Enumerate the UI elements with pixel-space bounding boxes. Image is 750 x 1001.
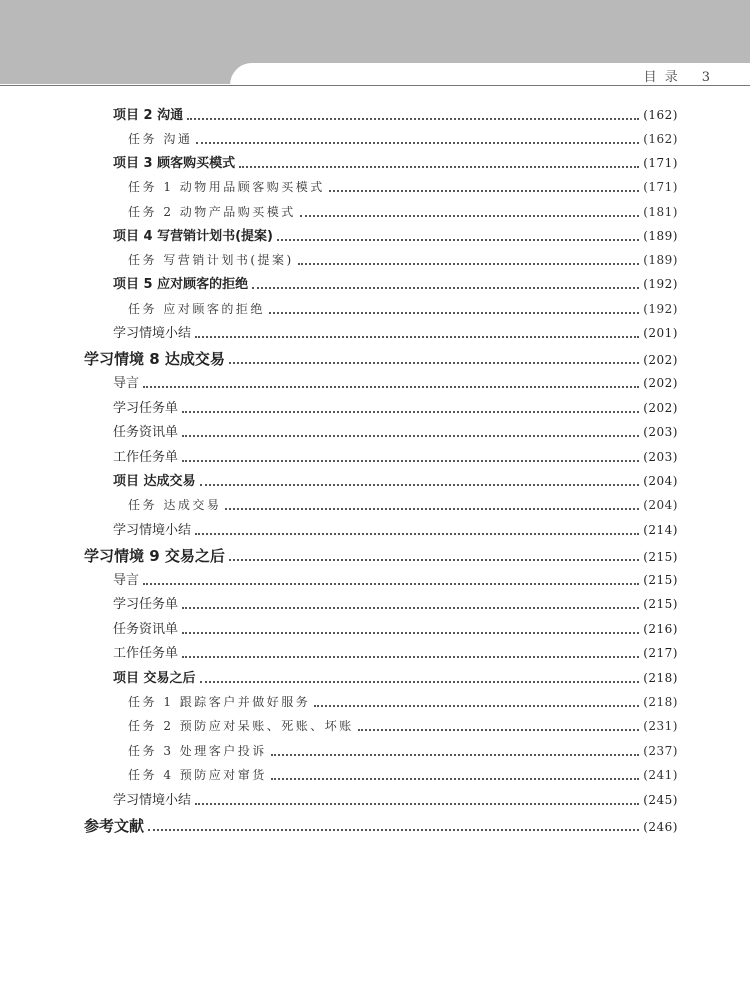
toc-entry[interactable]: 项目 5 应对顾客的拒绝 (192) (113, 277, 678, 292)
toc-entry[interactable]: 任务 达成交易 (204) (128, 498, 678, 512)
toc-chapter[interactable]: 参考文献 (246) (84, 817, 678, 835)
toc-entry[interactable]: 任务 写营销计划书(提案) (189) (128, 253, 678, 267)
toc-entry[interactable]: 项目 交易之后 (218) (113, 671, 678, 686)
toc-entry[interactable]: 任务 3 处理客户投诉 (237) (128, 744, 678, 758)
header-rule (0, 85, 750, 86)
toc-chapter[interactable]: 学习情境 8 达成交易 (202) (84, 350, 678, 368)
toc-entry[interactable]: 任务 1 跟踪客户并做好服务 (218) (128, 695, 678, 709)
toc-entry[interactable]: 任务 2 预防应对呆账、死账、坏账 (231) (128, 719, 678, 733)
toc-entry[interactable]: 学习情境小结 (214) (113, 523, 678, 538)
toc-entry[interactable]: 项目 2 沟通 (162) (113, 108, 678, 123)
toc-entry[interactable]: 导言 (215) (113, 573, 678, 588)
toc-entry[interactable]: 任务资讯单 (203) (113, 425, 678, 440)
toc-entry[interactable]: 任务 1 动物用品顾客购买模式 (171) (128, 180, 678, 194)
header-section: 目 录 (643, 70, 680, 85)
toc-entry[interactable]: 学习情境小结 (201) (113, 326, 678, 341)
toc-entry[interactable]: 项目 4 写营销计划书(提案) (189) (113, 229, 678, 244)
toc-entry[interactable]: 任务 4 预防应对窜货 (241) (128, 768, 678, 782)
toc-entry[interactable]: 学习情境小结 (245) (113, 793, 678, 808)
toc-entry[interactable]: 任务 2 动物产品购买模式 (181) (128, 205, 678, 219)
toc-entry[interactable]: 项目 达成交易 (204) (113, 474, 678, 489)
toc-entry[interactable]: 任务资讯单 (216) (113, 622, 678, 637)
toc-chapter[interactable]: 学习情境 9 交易之后 (215) (84, 547, 678, 565)
header-page-number: 3 (701, 70, 710, 85)
toc-entry[interactable]: 任务 应对顾客的拒绝 (192) (128, 302, 678, 316)
running-header (644, 66, 710, 85)
toc-entry[interactable]: 导言 (202) (113, 376, 678, 391)
toc-entry[interactable]: 任务 沟通 (162) (128, 132, 678, 146)
toc-entry[interactable]: 工作任务单 (203) (113, 450, 678, 465)
toc-entry[interactable]: 工作任务单 (217) (113, 646, 678, 661)
toc-entry[interactable]: 学习任务单 (202) (113, 401, 678, 416)
toc-entry[interactable]: 学习任务单 (215) (113, 597, 678, 612)
toc-entry[interactable]: 项目 3 顾客购买模式 (171) (113, 156, 678, 171)
